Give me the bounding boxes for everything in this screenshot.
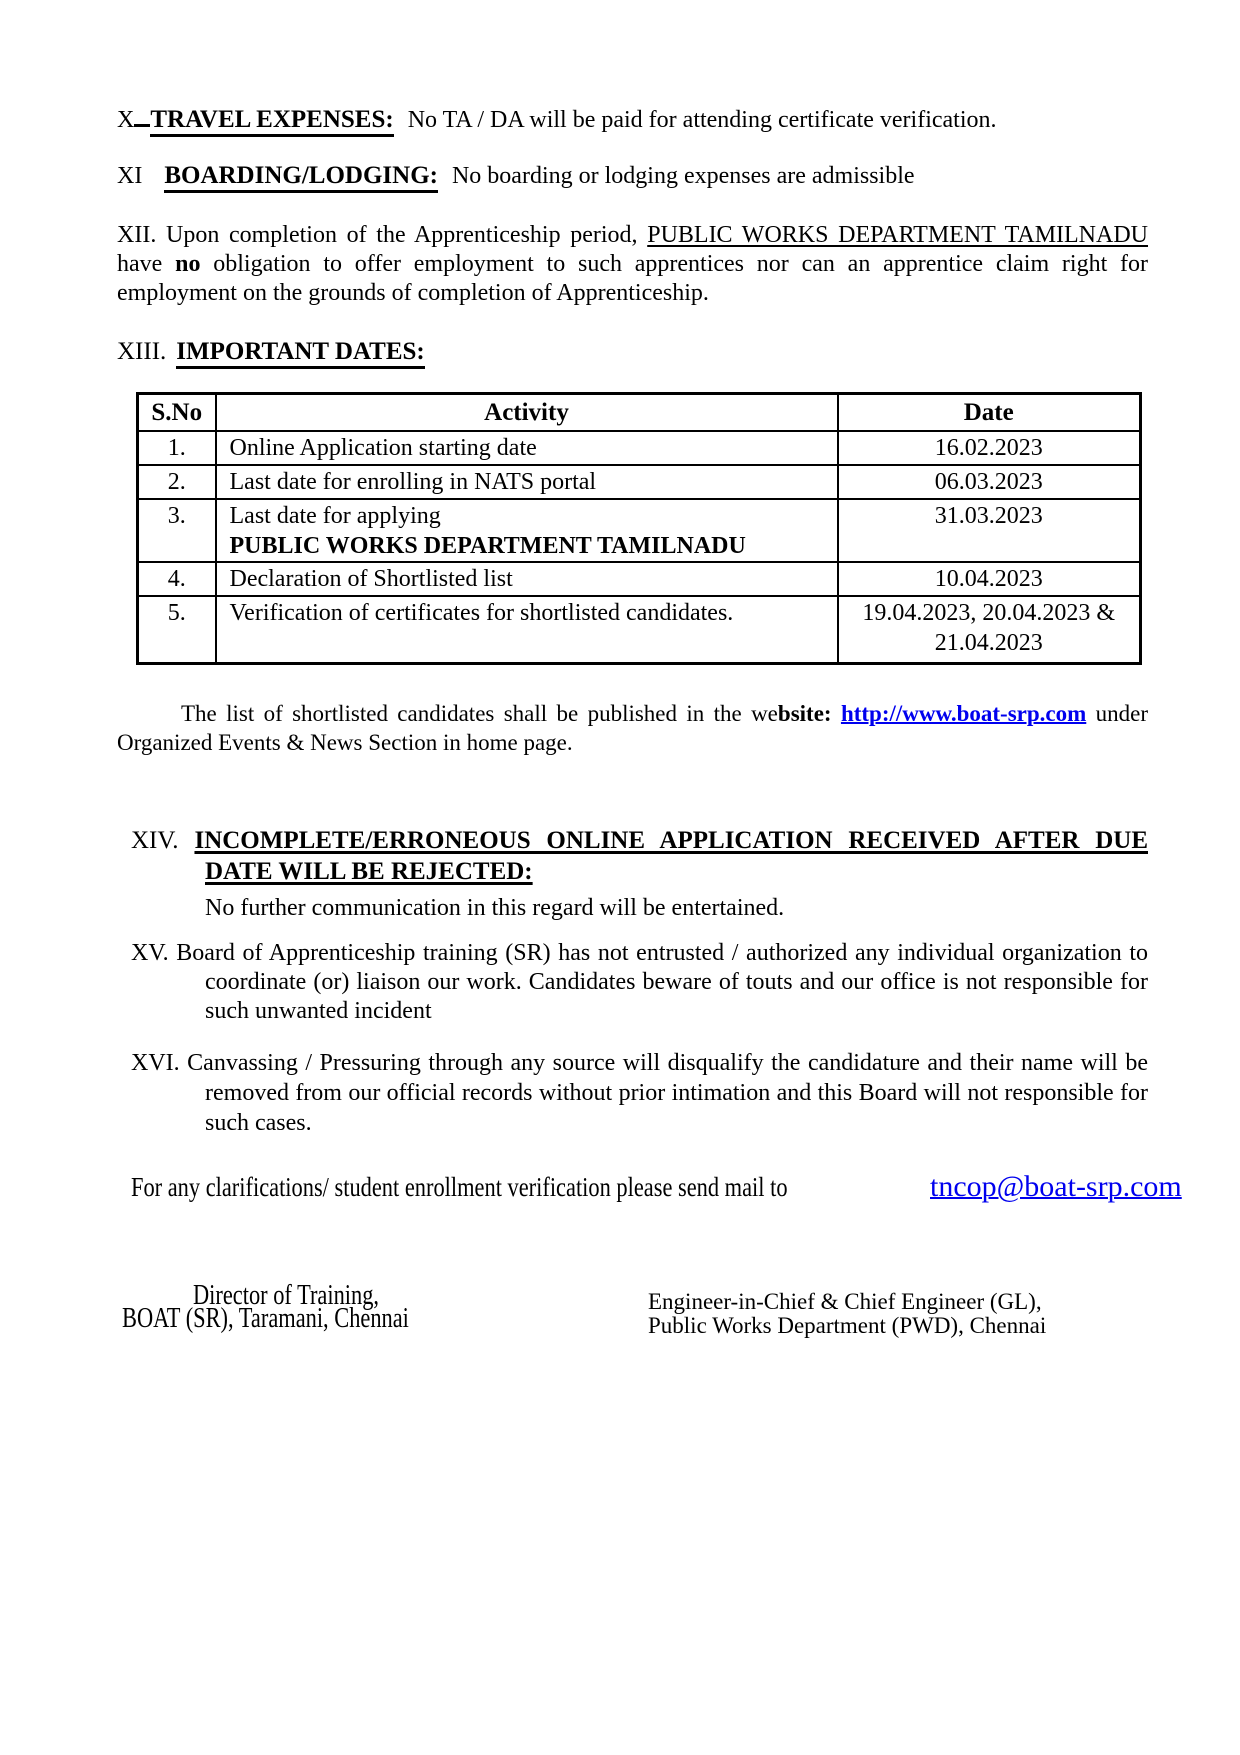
xii-text-mid: have	[117, 251, 176, 277]
row-date-line1: 19.04.2023, 20.04.2023 &	[862, 600, 1116, 626]
item-apprenticeship-completion	[117, 221, 1148, 308]
table-row	[138, 431, 1141, 465]
col-header-sno: S.No	[138, 394, 216, 432]
signature-right-title: Engineer-in-Chief & Chief Engineer (GL),	[648, 1289, 1042, 1314]
item-number: X	[117, 107, 135, 133]
contact-email-link[interactable]: tncop@boat-srp.com	[930, 1170, 1182, 1203]
shortlist-text: The list of shortlisted candidates shall be published in the we	[181, 701, 778, 726]
row-activity: Online Application starting date	[216, 431, 838, 465]
row-activity	[216, 499, 838, 562]
shortlist-note	[117, 699, 1148, 757]
col-header-activity: Activity	[216, 394, 838, 432]
row-activity: Last date for enrolling in NATS portal	[216, 465, 838, 499]
row-activity: Declaration of Shortlisted list	[216, 562, 838, 596]
row-activity-line1: Last date for applying	[229, 503, 441, 529]
item-incomplete-application	[117, 825, 1148, 921]
incomplete-application-heading: INCOMPLETE/ERRONEOUS ONLINE APPLICATION RECEIVED AFTER DUE DATE WILL BE REJECTED:	[194, 827, 1148, 885]
row-sno: 5.	[138, 596, 216, 664]
signature-left-title: Director of Training,	[193, 1280, 380, 1311]
shortlist-website-bold: bsite:	[777, 701, 841, 726]
row-sno: 2.	[138, 465, 216, 499]
no-further-communication-note: No further communication in this regard will be entertained.	[205, 895, 785, 921]
clarification-text: For any clarifications/ student enrollment verification please send mail to	[131, 1172, 788, 1202]
travel-expenses-text: No TA / DA will be paid for attending certificate verification.	[407, 107, 997, 133]
row-date-line2: 21.04.2023	[934, 630, 1043, 656]
board-not-entrusted-text: Board of Apprenticeship training (SR) has not entrusted / authorized any individual organization to coordinate (or) liaison our work. Candidates beware of touts and our office is not responsible for such unwanted incident	[168, 940, 1148, 1024]
item-travel-expenses	[117, 104, 1148, 135]
shortlist-text-line2: under Organized Events & News Section in home page.	[117, 701, 1149, 755]
signature-section	[117, 1280, 1148, 1364]
row-sno: 4.	[138, 562, 216, 596]
xii-text-after: obligation to offer employment to such apprentices nor can an apprentice claim right for employment on the grounds of completion of Apprenticeship.	[117, 251, 1148, 306]
row-sno: 3.	[138, 499, 216, 562]
boarding-lodging-text: No boarding or lodging expenses are admissible	[451, 163, 915, 189]
xii-text-before: Upon completion of the Apprenticeship period,	[156, 222, 648, 248]
underline-gap	[134, 104, 150, 127]
boarding-lodging-heading: BOARDING/LODGING:	[164, 162, 438, 193]
travel-expenses-heading: TRAVEL EXPENSES:	[150, 106, 393, 137]
canvassing-text: Canvassing / Pressuring through any source will disqualify the candidature and their name will be removed from our official records without prior intimation and this Board will not responsible for such cases.	[179, 1050, 1148, 1136]
row-activity: Verification of certificates for shortlisted candidates.	[216, 596, 838, 664]
table-header-row	[138, 394, 1141, 432]
clarification-line	[117, 1170, 1182, 1204]
row-date: 16.02.2023	[838, 431, 1141, 465]
item-number: XI	[117, 163, 143, 189]
important-dates-heading: IMPORTANT DATES:	[176, 338, 424, 369]
item-canvassing	[117, 1048, 1148, 1138]
important-dates-table	[136, 392, 1142, 665]
table-row	[138, 465, 1141, 499]
important-dates-section-heading	[117, 338, 1148, 366]
item-number: XIII.	[117, 338, 167, 365]
boat-srp-website-link[interactable]: http://www.boat-srp.com	[840, 701, 1087, 726]
item-boarding-lodging	[117, 161, 1148, 191]
item-number: XII.	[117, 222, 157, 248]
row-date: 31.03.2023	[838, 499, 1141, 562]
signature-right-pwd	[648, 1290, 1046, 1338]
signature-left-org: BOAT (SR), Taramani, Chennai	[122, 1303, 409, 1334]
signature-right-org: Public Works Department (PWD), Chennai	[648, 1313, 1047, 1338]
item-number: XIV.	[131, 827, 179, 854]
col-header-date: Date	[838, 394, 1141, 432]
row-date: 06.03.2023	[838, 465, 1141, 499]
row-date	[838, 596, 1141, 664]
item-number: XV.	[131, 940, 169, 966]
item-number: XVI.	[131, 1050, 180, 1076]
incomplete-application-heading-line	[117, 825, 1148, 887]
item-board-not-entrusted	[117, 939, 1148, 1026]
signature-left-boat	[122, 1280, 481, 1334]
table-row	[138, 596, 1141, 664]
row-date: 10.04.2023	[838, 562, 1141, 596]
row-activity-line2: PUBLIC WORKS DEPARTMENT TAMILNADU	[229, 533, 746, 559]
xii-underlined-department: PUBLIC WORKS DEPARTMENT TAMILNADU	[647, 222, 1149, 248]
table-row	[138, 499, 1141, 562]
xii-bold-no: no	[175, 251, 201, 277]
row-sno: 1.	[138, 431, 216, 465]
table-row	[138, 562, 1141, 596]
